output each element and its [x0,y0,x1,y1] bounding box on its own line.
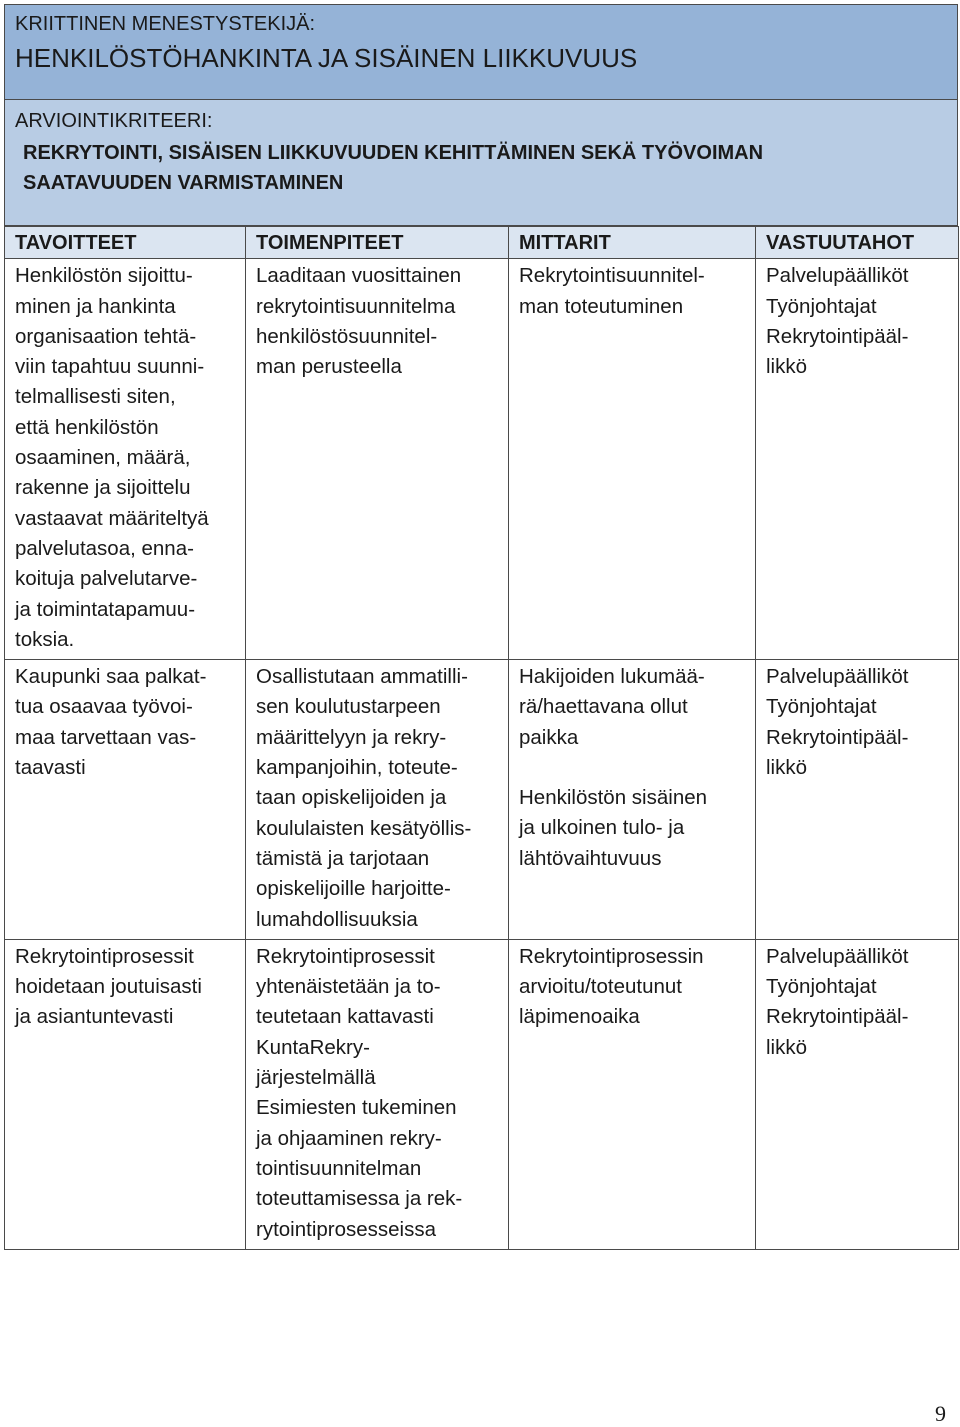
cell-line: likkö [766,756,808,780]
cell-line: palvelutasoa, enna- [15,536,194,560]
cell-line: Hakijoiden lukumää- [519,665,705,689]
cell-line: ja toimintatapamuu- [15,597,196,621]
cell-line: lähtövaihtuvuus [519,846,662,870]
cell-line: Rekrytointiprosessit [256,944,435,968]
success-factor-title: HENKILÖSTÖHANKINTA JA SISÄINEN LIIKKUVUUS [15,43,638,73]
assessment-document [4,4,958,1250]
cell-line: Rekrytointipääl- [766,725,909,749]
cell-line: sen koulutustarpeen [256,695,441,719]
responsible-cell [756,939,959,1249]
cell-line: Työnjohtajat [766,975,877,999]
table-header-row [5,227,959,259]
metric-cell [509,660,756,940]
criteria-header [4,100,958,226]
cell-line: Työnjohtajat [766,294,877,318]
cell-line: hoidetaan joutuisasti [15,975,202,999]
cell-line: järjestelmällä [256,1066,376,1090]
metric-cell [509,259,756,660]
cell-line: tointisuunnitelman [256,1156,422,1180]
cell-line: Henkilöstön sijoittu- [15,264,193,288]
goal-cell [5,660,246,940]
cell-line: että henkilöstön [15,415,159,439]
cell-line: opiskelijoille harjoitte- [256,877,451,901]
cell-line: likkö [766,355,808,379]
cell-line: man perusteella [256,355,402,379]
cell-line: minen ja hankinta [15,294,176,318]
action-cell [246,939,509,1249]
success-factor-header [4,4,958,100]
cell-line: arvioitu/toteutunut [519,975,682,999]
cell-line: paikka [519,725,579,749]
action-cell [246,259,509,660]
cell-line: rytointiprosesseissa [256,1217,437,1241]
cell-line: toksia. [15,627,75,651]
cell-line: osaaminen, määrä, [15,446,191,470]
cell-line: Rekrytointiprosessin [519,944,704,968]
cell-line: Palvelupäälliköt [766,944,909,968]
goal-cell [5,259,246,660]
cell-line: Henkilöstön sisäinen [519,786,708,810]
criteria-title-line: REKRYTOINTI, SISÄISEN LIIKKUVUUDEN KEHITTÄMINEN SEKÄ TYÖVOIMAN [23,142,764,164]
cell-line: Rekrytointiprosessit [15,944,194,968]
cell-line: man toteutuminen [519,294,684,318]
table-body [5,259,959,1250]
cell-line: KuntaRekry- [256,1035,370,1059]
action-cell [246,660,509,940]
cell-line: ja asiantuntevasti [15,1005,174,1029]
column-header-goals: TAVOITTEET [5,227,246,259]
cell-line: rä/haettavana ollut [519,695,688,719]
cell-line: Kaupunki saa palkat- [15,665,207,689]
cell-line: toteuttamisessa ja rek- [256,1187,463,1211]
cell-line: vastaavat määriteltyä [15,506,209,530]
table-row [5,660,959,940]
cell-line: telmallisesti siten, [15,385,176,409]
cell-line: koululaisten kesätyöllis- [256,816,472,840]
cell-line: Osallistutaan ammatilli- [256,665,468,689]
cell-line: tua osaavaa työvoi- [15,695,193,719]
cell-line: Laaditaan vuosittainen [256,264,462,288]
cell-line: Rekrytointipääl- [766,324,909,348]
cell-line: Palvelupäälliköt [766,665,909,689]
criteria-table [4,226,959,1250]
success-factor-label: KRIITTINEN MENESTYSTEKIJÄ: [15,13,316,35]
cell-line: yhtenäistetään ja to- [256,975,441,999]
cell-line: viin tapahtuu suunni- [15,355,205,379]
cell-line: taavasti [15,756,86,780]
cell-line: taan opiskelijoiden ja [256,786,447,810]
cell-line [519,753,745,783]
criteria-label: ARVIOINTIKRITEERI: [15,110,213,132]
cell-line: koituja palvelutarve- [15,567,198,591]
table-row [5,939,959,1249]
cell-line: ja ulkoinen tulo- ja [519,816,685,840]
page-number: 9 [935,1401,946,1426]
cell-line: ja ohjaaminen rekry- [256,1126,442,1150]
cell-line: organisaation tehtä- [15,324,197,348]
responsible-cell [756,660,959,940]
cell-line: Rekrytointisuunnitel- [519,264,705,288]
cell-line: lumahdollisuuksia [256,907,418,931]
column-header-actions: TOIMENPITEET [246,227,509,259]
criteria-title [15,138,947,198]
cell-line: henkilöstösuunnitel- [256,324,438,348]
criteria-title-line: SAATAVUUDEN VARMISTAMINEN [23,172,344,194]
cell-line: määrittelyyn ja rekry- [256,725,447,749]
column-header-metrics: MITTARIT [509,227,756,259]
responsible-cell [756,259,959,660]
metric-cell [509,939,756,1249]
cell-line: likkö [766,1035,808,1059]
cell-line: kampanjoihin, toteute- [256,756,458,780]
cell-line: tämistä ja tarjotaan [256,846,430,870]
column-header-responsible: VASTUUTAHOT [756,227,959,259]
cell-line: Esimiesten tukeminen [256,1096,457,1120]
cell-line: Rekrytointipääl- [766,1005,909,1029]
cell-line: läpimenoaika [519,1005,640,1029]
goal-cell [5,939,246,1249]
cell-line: teutetaan kattavasti [256,1005,434,1029]
cell-line: rekrytointisuunnitelma [256,294,456,318]
cell-line: Palvelupäälliköt [766,264,909,288]
cell-line: rakenne ja sijoittelu [15,476,191,500]
table-row [5,259,959,660]
cell-line: Työnjohtajat [766,695,877,719]
cell-line: maa tarvettaan vas- [15,725,197,749]
